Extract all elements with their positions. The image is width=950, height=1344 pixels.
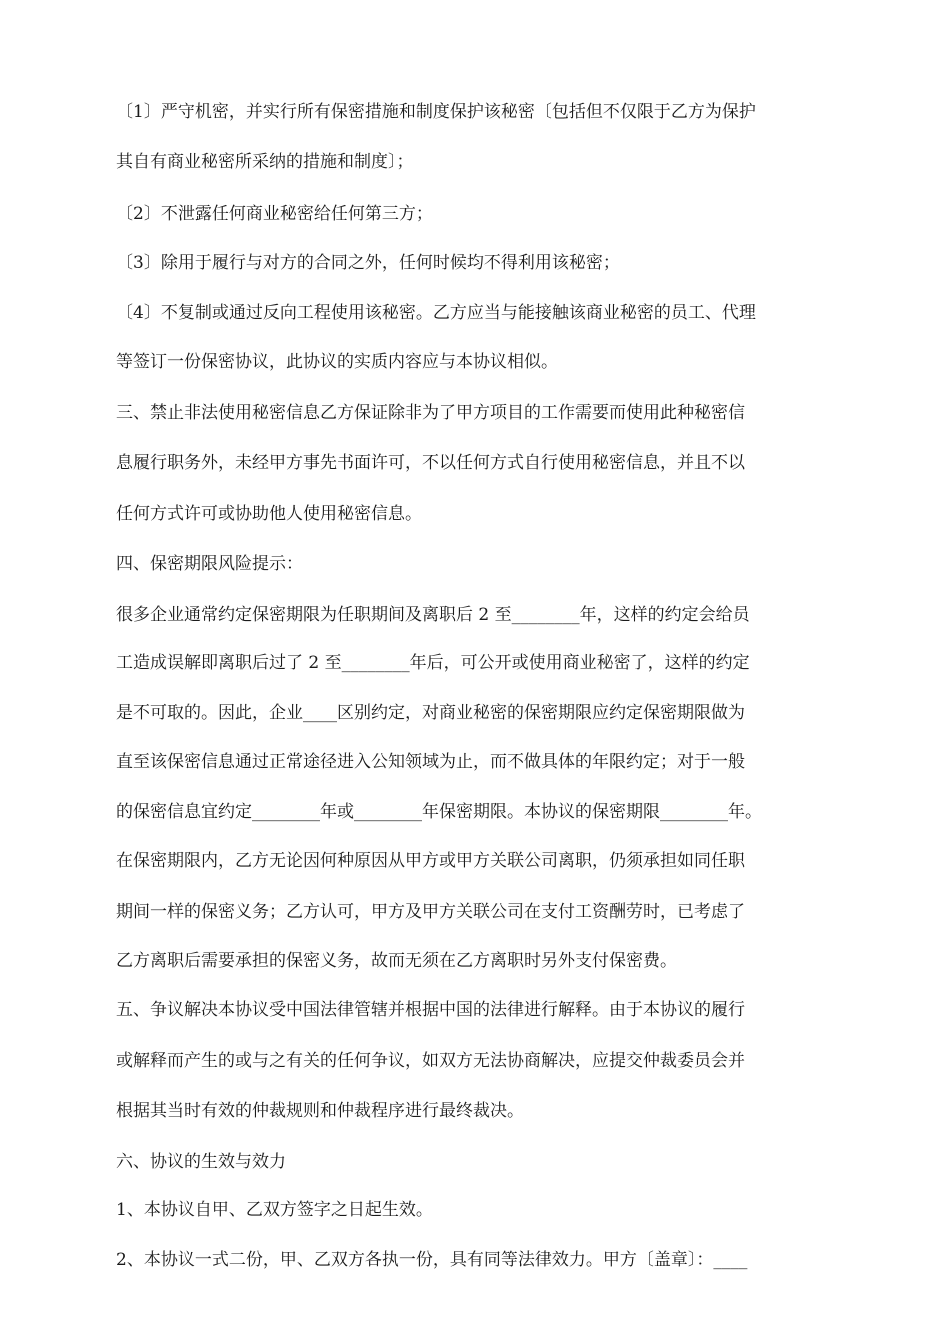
text-line: 等签订一份保密协议，此协议的实质内容应与本协议相似。 (116, 352, 558, 372)
text-line: 1、本协议自甲、乙双方签字之日起生效。 (116, 1200, 433, 1220)
section-heading: 六、协议的生效与效力 (116, 1152, 286, 1172)
text-line: 〔1〕严守机密，并实行所有保密措施和制度保护该秘密〔包括但不仅限于乙方为保护 (116, 102, 756, 122)
text-line: 或解释而产生的或与之有关的任何争议，如双方无法协商解决，应提交仲裁委员会并 (116, 1051, 745, 1071)
text-line: 的保密信息宜约定________年或________年保密期限。本协议的保密期限________年。 (116, 802, 762, 822)
text-line: 期间一样的保密义务；乙方认可，甲方及甲方关联公司在支付工资酬劳时，已考虑了 (116, 902, 745, 922)
text-line: 在保密期限内，乙方无论因何种原因从甲方或甲方关联公司离职，仍须承担如同任职 (116, 851, 745, 871)
text-line: 直至该保密信息通过正常途径进入公知领域为止，而不做具体的年限约定；对于一般 (116, 752, 745, 772)
text-line: 三、禁止非法使用秘密信息乙方保证除非为了甲方项目的工作需要而使用此种秘密信 (116, 403, 745, 423)
text-line: 〔4〕不复制或通过反向工程使用该秘密。乙方应当与能接触该商业秘密的员工、代理 (116, 303, 756, 323)
text-line: 〔3〕除用于履行与对方的合同之外，任何时候均不得利用该秘密； (116, 253, 620, 273)
section-heading: 四、保密期限风险提示： (116, 554, 303, 574)
text-line: 是不可取的。因此，企业____区别约定，对商业秘密的保密期限应约定保密期限做为 (116, 703, 745, 723)
text-line: 乙方离职后需要承担的保密义务，故而无须在乙方离职时另外支付保密费。 (116, 951, 677, 971)
text-line: 〔2〕不泄露任何商业秘密给任何第三方； (116, 204, 433, 224)
text-line: 任何方式许可或协助他人使用秘密信息。 (116, 504, 422, 524)
text-line: 2、本协议一式二份，甲、乙双方各执一份，具有同等法律效力。甲方〔盖章〕：____ (116, 1250, 748, 1270)
text-line: 其自有商业秘密所采纳的措施和制度〕； (116, 152, 414, 172)
text-line: 很多企业通常约定保密期限为任职期间及离职后 2 至________年，这样的约定会给员 (116, 605, 750, 625)
text-line: 息履行职务外，未经甲方事先书面许可，不以任何方式自行使用秘密信息，并且不以 (116, 453, 745, 473)
text-line: 五、争议解决本协议受中国法律管辖并根据中国的法律进行解释。由于本协议的履行 (116, 1000, 745, 1020)
text-line: 工造成误解即离职后过了 2 至________年后，可公开或使用商业秘密了，这样的约定 (116, 653, 750, 673)
text-line: 根据其当时有效的仲裁规则和仲裁程序进行最终裁决。 (116, 1101, 524, 1121)
